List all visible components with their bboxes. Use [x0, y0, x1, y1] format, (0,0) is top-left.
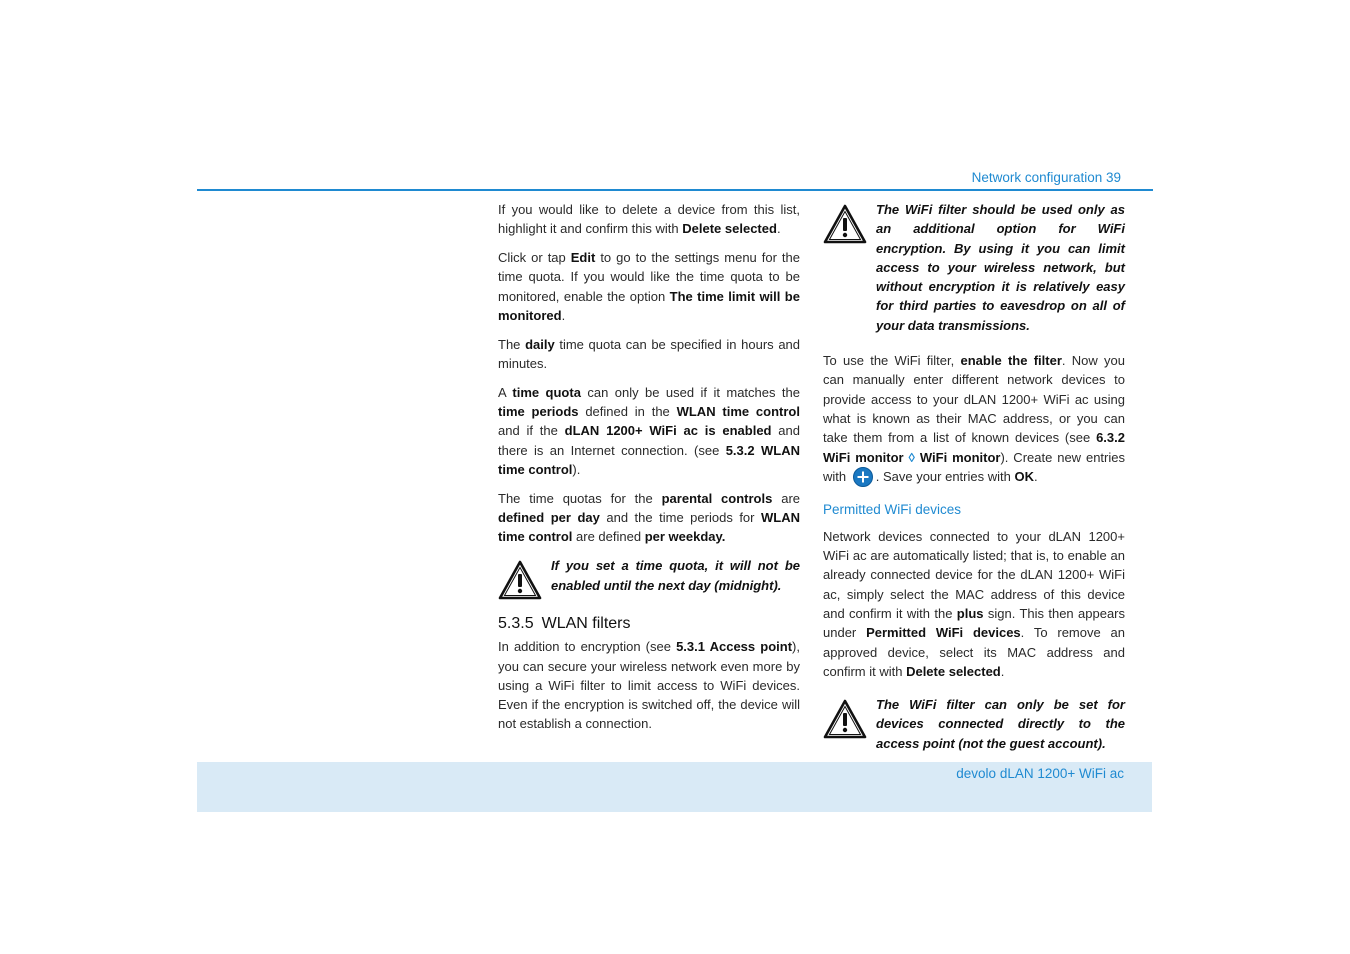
page-header-title: Network configuration 39	[971, 170, 1121, 185]
paragraph-delete-device: If you would like to delete a device from this list, highlight it and confirm this with Delete selected.	[498, 202, 800, 237]
subheading-permitted-devices: Permitted WiFi devices	[823, 502, 962, 518]
menu-path-arrow-icon: ◊	[908, 449, 915, 465]
ui-term-time-limit: The time limit will be monitored	[498, 288, 800, 323]
section-heading-wlan-filters	[498, 614, 800, 634]
paragraph-time-quota: A time quota can only be used if it matches the time periods defined in the WLAN time control and if the dLAN 1200+ WiFi ac is enabled and there is an Internet connection. (see 5.3.2 WLAN time control).	[498, 384, 800, 478]
warning-note-wifi-filter	[823, 200, 1125, 335]
section-number: 5.3.5	[498, 615, 534, 633]
ui-term-delete-selected: Delete selected	[682, 221, 777, 237]
ui-term-edit: Edit	[570, 250, 596, 266]
warning-note-access-point	[823, 695, 1125, 753]
paragraph-daily-quota: The daily time quota can be specified in hours and minutes.	[498, 336, 801, 372]
plus-circle-icon	[853, 467, 873, 487]
paragraph-enable-filter: To use the WiFi filter, enable the filter. Now you can manually enter different network devices to provide access to your dLAN 1200+ WiFi ac using what is known as their MAC address, or you can take them from a list of known devices (see 6.3.2 WiFi monitor ◊ WiFi monitor). Create new entries with . Save your entries with OK.	[823, 351, 1125, 487]
cross-reference-link[interactable]: 6.3.2 WiFi monitor	[823, 430, 1125, 465]
warning-triangle-icon	[823, 204, 867, 244]
header-divider	[197, 189, 1153, 191]
ui-term-daily: daily	[525, 336, 555, 352]
paragraph-permitted-devices: Network devices connected to your dLAN 1200+ WiFi ac are automatically listed; that is, to enable an already connected device for the dLAN 1200+ WiFi ac, simply select the MAC address of this device and confirm it with the plus sign. This then appears under Permitted WiFi devices. To remove an approved device, select its MAC address and confirm it with Delete selected.	[823, 528, 1126, 679]
footer-product-name: devolo dLAN 1200+ WiFi ac	[956, 766, 1124, 781]
paragraph-edit-quota: Click or tap Edit to go to the settings menu for the time quota. If you would like the time quota to be monitored, enable the option The time limit will be monitored.	[498, 250, 800, 323]
warning-text: The WiFi filter should be used only as an additional option for WiFi encryption. By using it you can limit access to your wireless network, but without encryption it is relatively easy for third parties to eavesdrop on all of your data transmissions.	[876, 202, 1125, 333]
paragraph-wlan-filter-intro: In addition to encryption (see 5.3.1 Access point), you can secure your wireless network even more by using a WiFi filter to limit access to WiFi devices. Even if the encryption is switched off, the device will not establish a connection.	[498, 639, 800, 732]
warning-text: The WiFi filter can only be set for devices connected directly to the access point (not the guest account).	[876, 697, 1125, 751]
right-column	[823, 200, 1125, 763]
section-title: WLAN filters	[541, 615, 631, 633]
cross-reference-link[interactable]: 5.3.2 WLAN time control	[498, 442, 800, 478]
cross-reference-link[interactable]: 5.3.1 Access point	[676, 639, 793, 655]
warning-triangle-icon	[498, 560, 542, 600]
paragraph-parental-controls: The time quotas for the parental controls are defined per day and the time periods for WLAN time control are defined per weekday.	[498, 490, 801, 545]
page-footer	[197, 762, 1152, 812]
left-column	[498, 200, 800, 743]
warning-note-time-quota	[498, 556, 800, 600]
warning-text: If you set a time quota, it will not be enabled until the next day (midnight).	[551, 558, 800, 593]
warning-triangle-icon	[823, 699, 867, 739]
